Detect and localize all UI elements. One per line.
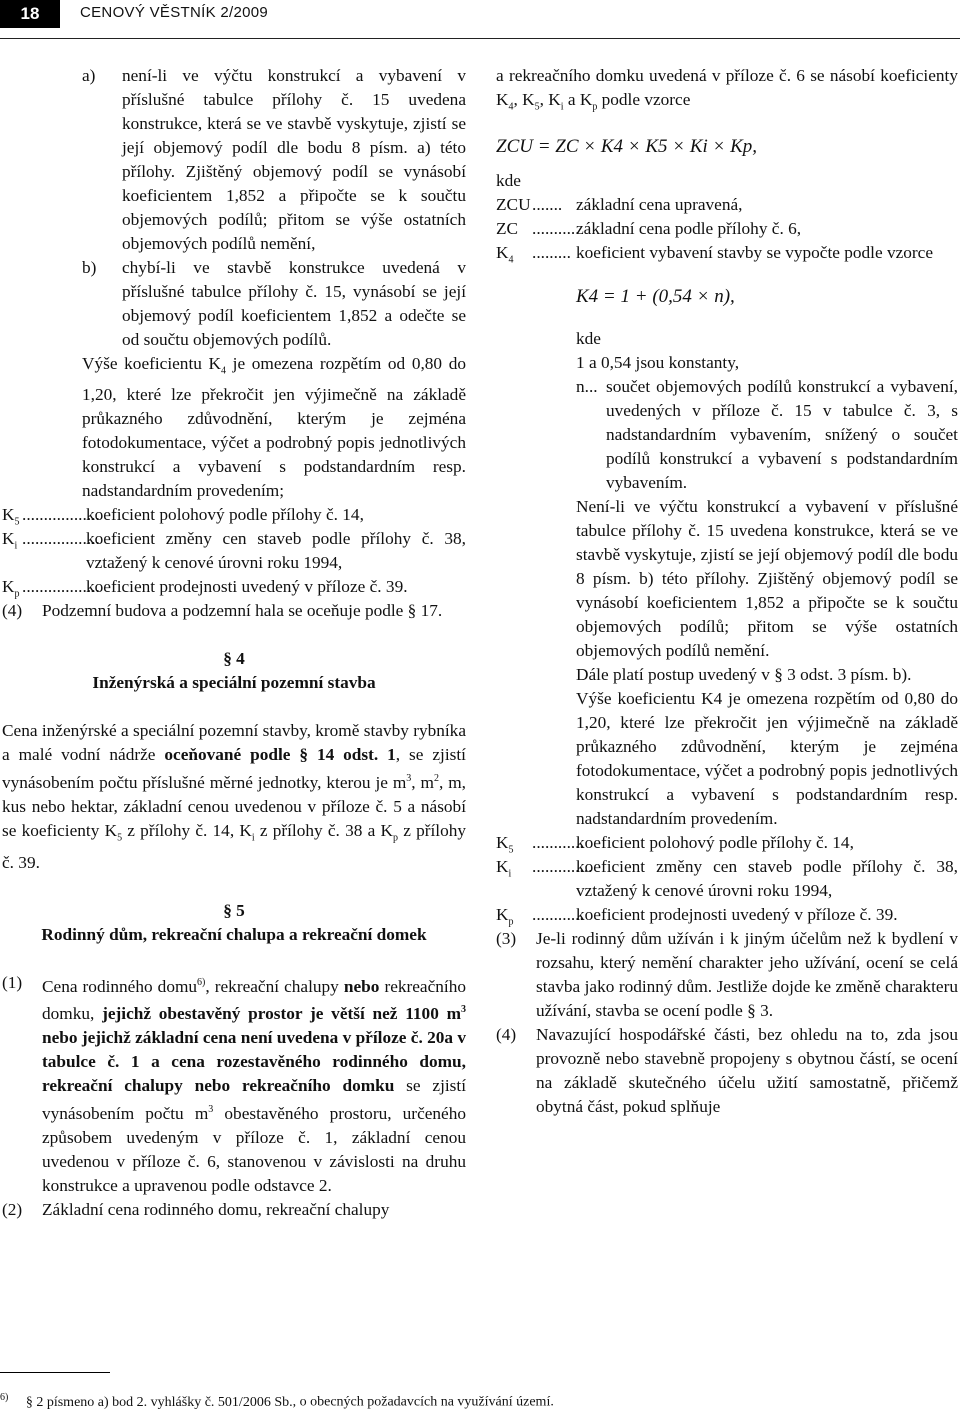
item-a-label: a) [82,66,96,85]
section-5-title: Rodinný dům, rekreační chalupa a rekreační domek [41,924,427,944]
left-column [2,64,466,1222]
def-symbol: $K_5$ [2,505,20,528]
item-text: Podzemní budova a podzemní hala se oceňuje podle § 17. [42,601,443,621]
def-text: koeficient polohový podle přílohy č. 14, [576,833,854,853]
dot-leader: ............ [532,833,584,853]
indented-block [2,64,466,503]
def-k5-right [496,831,958,855]
dot-leader: ....... [532,195,563,215]
def-symbol: $K_5$ [496,833,514,856]
def-text: koeficient vybavení stavby se vypočte podle vzorce [576,243,934,263]
section-5-number: § 5 [223,900,245,920]
item-3-right [496,927,958,1023]
k4-text-1: Výše koeficientu K [82,354,222,373]
def-text: základní cena podle přílohy č. 6, [576,219,802,239]
item-a [82,64,466,256]
kde-label: kde [576,329,601,349]
k4-text-2: je omezena rozpětím od 0,80 do 1,20, které lze překročit jen výjimečně na základě průkazného zdůvodnění, kterým je zejména fotodokumentace, výčet a podrobný popis jednotlivých konstrukcí a vybavení s podstandardním resp. nadstandardním provedením; [82,354,466,501]
def-ki-right [496,855,958,903]
item-b [82,256,466,352]
item-label: (3) [496,929,517,949]
def-k4 [496,241,958,265]
item-label: (4) [2,601,23,621]
item-b-label: b) [82,258,97,277]
formula-k4: K4 = 1 + (0,54 × n), [576,286,735,308]
footnote-text: § 2 písmeno a) bod 2. vyhlášky č. 501/2006 Sb. [25,1394,293,1410]
footnote [0,1388,960,1413]
def-symbol: $K_4$ [496,243,514,266]
k4-paragraph [82,352,466,503]
spacer [2,623,466,647]
dot-leader: .................. [22,529,100,549]
def-symbol: n... [576,377,598,397]
def-zc [496,217,958,241]
paragraph-not-listed: Není-li ve výčtu konstrukcí a vybavení v příslušné tabulce přílohy č. 15 uvedena konstrukce, která se ve stavbě vyskytuje, zjistí se její objemový podíl dle bodu 8 písm. b) této přílohy. Zjištěný objemový podíl se vynásobí koeficientem 1,852 a připočte se k součtu objemových podílů; přitom se výše ostatních objemových podílů nemění. [576,497,958,661]
dot-leader: ............ [532,905,584,925]
item-label: (1) [2,972,23,992]
formula-zcu: ZCU = ZC × K4 × K5 × Ki × Kp, [496,136,758,158]
indented-block [496,327,958,831]
paragraph-k4-limits: Výše koeficientu K4 je omezena rozpětím od 0,80 do 1,20, které lze překročit jen výjimečně na základě průkazného zdůvodnění, kterým je zejména fotodokumentace, výčet a podrobný popis jednotlivých konstrukcí a vybavení s podstandardním resp. nadstandardním provedením. [576,689,958,829]
footnote-text-rest: , o obecných požadavcích na využívání území. [292,1394,554,1410]
footnote-rule [0,1372,110,1373]
def-text: základní cena upravená, [576,195,743,215]
item-text: Základní cena rodinného domu, rekreační chalupy [42,1199,390,1219]
paragraph-further: Dále platí postup uvedený v § 3 odst. 3 písm. b). [576,665,912,685]
def-text: koeficient prodejnosti uvedený v příloze č. 39. [576,905,898,925]
def-text: koeficient změny cen staveb podle přílohy č. 38, vztažený k cenové úrovni roku 1994, [576,857,958,901]
def-symbol: ZC [496,219,519,239]
item-a-text: není-li ve výčtu konstrukcí a vybavení v příslušné tabulce přílohy č. 15 uvedena konstrukce, která se ve stavbě vyskytuje, zjistí se její objemový podíl dle bodu 8 písm. a) této přílohy. Zjištěný objemový podíl se vynásobí koeficientem 1,852 a připočte se k součtu objemových podílů; přitom se výše ostatních objemových podílů nemění, [122,66,466,253]
page-number: 18 [0,0,60,28]
dot-leader: .............. [532,857,593,877]
k4-sub: 4 [221,365,227,377]
def-k5 [2,503,466,527]
def-text: koeficient změny cen staveb podle přílohy č. 38, vztažený k cenové úrovni roku 1994, [86,529,466,573]
item-label: (2) [2,1199,23,1219]
footnote-mark: 6) [0,1392,9,1403]
dot-leader: ......... [532,243,571,263]
header-rule [0,38,960,39]
item-4-left [2,599,466,623]
item-label: (4) [496,1025,517,1045]
right-column [496,64,958,1119]
kde-label: kde [496,171,521,191]
def-symbol: $K_p$ [496,905,514,928]
footnote-ref: 6) [197,976,206,988]
constants-line: 1 a 0,54 jsou konstanty, [576,353,740,373]
def-symbol: $K_i$ [2,529,18,552]
def-text: součet objemových podílů konstrukcí a vybavení, uvedených v příloze č. 15 v tabulce č. 3, s nadstandardním vybavením, snížený o součet podílů konstrukcí a vybavení s podstandardním vybavením. [606,377,958,493]
section-4-body: Cena inženýrské a speciální pozemní stavby, kromě stavby rybníka a malé vodní nádrže oceňované podle § 14 odst. 1, se zjistí vynásobením počtu příslušné měrné jednotky, kterou je $m^3$, $m^2$, m, kus nebo hektar, základní cenou uvedenou v příloze č. 5 a násobí se koeficienty $K_5$ z přílohy č. 14, $K_i$ z přílohy č. 38 a $K_p$ z přílohy č. 39. [2,721,467,872]
item-text: Je-li rodinný dům užíván i k jiným účelům než k bydlení v rozsahu, který nemění charakter jeho užívání, ocení se celá stavba jako rodinný dům. Jestliže dojde ke změně charakteru užívání, stavba se ocení podle § 3. [536,929,958,1021]
item-b-text: chybí-li ve stavbě konstrukce uvedená v příslušné tabulce přílohy č. 15, vynásobí se její objemový podíl koeficientem 1,852 a odečte se od součtu objemových podílů. [122,258,466,349]
def-symbol: $K_p$ [2,577,20,600]
journal-title: CENOVÝ VĚSTNÍK 2/2009 [80,4,269,21]
dot-leader: ........... [532,219,580,239]
section-4-title: Inženýrská a speciální pozemní stavba [92,673,376,693]
item-text: Navazující hospodářské části, bez ohledu na to, zda jsou provozně nebo stavebně propojeny s obytnou částí, se ocení na základě skutečného účelu užití samostatně, přičemž obytná část, pokud splňuje [536,1025,958,1117]
def-text: koeficient prodejnosti uvedený v příloze č. 39. [86,577,408,597]
section-4-number: § 4 [223,649,245,669]
right-intro: a rekreačního domku uvedená v příloze č. 6 se násobí koeficienty $K_4$, $K_5$, $K_i$ a $K_p$ podle vzorce [496,66,958,113]
spacer [2,875,466,899]
def-text: koeficient polohový podle přílohy č. 14, [86,505,364,525]
page-header [0,0,960,28]
section-5-item-1: (1) Cena rodinného domu$^{6)}$, rekreační chalupy nebo rekreačního domku, jejichž obestavěný prostor je větší než 1100 $m^3$ nebo jejichž základní cena není uvedena v příloze č. 20a v tabulce č. 1 a cena rozestavěného rodinného domu, rekreační chalupy nebo rekreačního domku se zjistí vynásobením počtu $m^3$ obestavěného prostoru, určeného způsobem uvedeným v příloze č. 1, základní cenou uvedenou v příloze č. 6, stanovenou v závislosti na druhu konstrukce a upravenou podle odstavce 2. [2,972,466,1195]
dot-leader: .................. [22,505,100,525]
def-symbol: $K_i$ [496,857,512,880]
def-ki [2,527,466,575]
dot-leader: .................. [22,577,100,597]
def-n [576,375,958,495]
def-kp-right [496,903,958,927]
def-symbol: ZCU [496,195,531,215]
def-zcu [496,193,958,217]
section-5-item-2 [2,1198,466,1222]
item-4-right [496,1023,958,1119]
def-kp [2,575,466,599]
